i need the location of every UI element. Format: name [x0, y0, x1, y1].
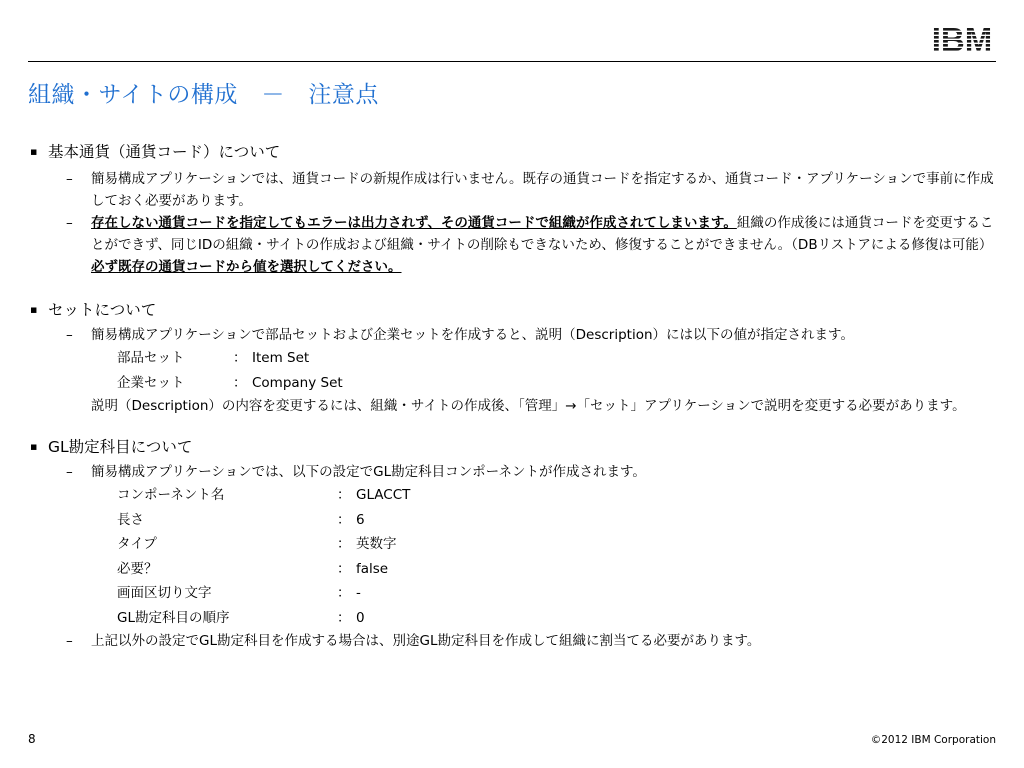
bullet-icon: ▪ [30, 145, 38, 158]
gl-key: タイプ [117, 536, 157, 552]
gl-row [28, 508, 998, 533]
spacer [28, 417, 998, 435]
gl-value: false [356, 560, 389, 577]
set-sep: ： [233, 350, 247, 366]
gl-value: - [356, 585, 361, 601]
dash-icon: – [66, 327, 73, 343]
set-value: Company Set [252, 374, 343, 391]
page-title: 組織・サイトの構成 － 注意点 [28, 82, 379, 108]
gl-row [28, 532, 998, 557]
gl-row [28, 557, 998, 582]
gl-sep: ： [337, 487, 351, 503]
list-item: – 簡易構成アプリケーションで部品セットおよび企業セットを作成すると、説明（Description）には以下の値が指定されます。 [28, 324, 998, 346]
bullet-icon: ▪ [30, 440, 38, 453]
section-heading-currency: ▪ 基本通貨（通貨コード）について [28, 140, 998, 164]
set-key: 企業セット [117, 374, 185, 391]
set-row [28, 371, 998, 396]
gl-key: 必要？ [117, 560, 158, 577]
gl-row [28, 483, 998, 508]
dash-icon: – [66, 633, 73, 649]
set-row [28, 346, 998, 371]
list-item: – 簡易構成アプリケーションでは、以下の設定でGL勘定科目コンポーネントが作成されます。 [28, 461, 998, 483]
gl-value: 英数字 [356, 536, 397, 552]
gl-sep: ： [337, 585, 351, 601]
gl-row [28, 581, 998, 606]
warning-action: 必ず既存の通貨コードから値を選択してください。 [91, 259, 402, 275]
set-value: Item Set [252, 350, 310, 366]
gl-sep: ： [337, 560, 351, 577]
bullet-icon: ▪ [30, 303, 38, 316]
slide-content [28, 140, 998, 652]
gl-row [28, 606, 998, 631]
list-item-warning [28, 212, 998, 278]
dash-icon: – [66, 464, 73, 480]
set-key: 部品セット [117, 350, 185, 366]
gl-key: GL勘定科目の順序 [117, 609, 230, 626]
list-item: – 簡易構成アプリケーションでは、通貨コードの新規作成は行いません。既存の通貨コードを指定するか、通貨コード・アプリケーションで事前に作成しておく必要があります。 [28, 168, 998, 212]
gl-value: 0 [356, 609, 365, 626]
page-number: 8 [28, 732, 36, 746]
logo-text: IBM [931, 24, 993, 54]
section-heading-gl-account: ▪ GL勘定科目について [28, 435, 998, 459]
gl-key: 画面区切り文字 [117, 585, 212, 601]
gl-sep: ： [337, 511, 351, 528]
list-item: – 上記以外の設定でGL勘定科目を作成する場合は、別途GL勘定科目を作成して組織に割当てる必要があります。 [28, 630, 998, 652]
section-heading-sets: ▪ セットについて [28, 298, 998, 322]
gl-sep: ： [337, 536, 351, 552]
dash-icon: – [66, 171, 73, 187]
gl-value: GLACCT [356, 487, 411, 503]
spacer [28, 278, 998, 298]
ibm-logo [928, 24, 996, 54]
copyright: ©2012 IBM Corporation [870, 734, 996, 746]
gl-key: 長さ [117, 511, 144, 528]
dash-icon: – [66, 215, 73, 231]
set-sep: ： [233, 374, 247, 391]
gl-sep: ： [337, 609, 351, 626]
warning-text: 存在しない通貨コードを指定してもエラーは出力されず、その通貨コードで組織が作成されてしまいます。 [91, 215, 737, 231]
set-note: 説明（Description）の内容を変更するには、組織・サイトの作成後、「管理」→「セット」アプリケーションで説明を変更する必要があります。 [91, 398, 966, 414]
title-rule [28, 61, 996, 62]
gl-key: コンポーネント名 [117, 487, 225, 503]
warning-detail: 組織の作成後には通貨コードを変更することができず、同じIDの組織・サイトの作成および組織・サイトの削除もできないため、修復することができません。（DBリストアによる修復は可能） [91, 215, 994, 253]
gl-value: 6 [356, 511, 365, 528]
